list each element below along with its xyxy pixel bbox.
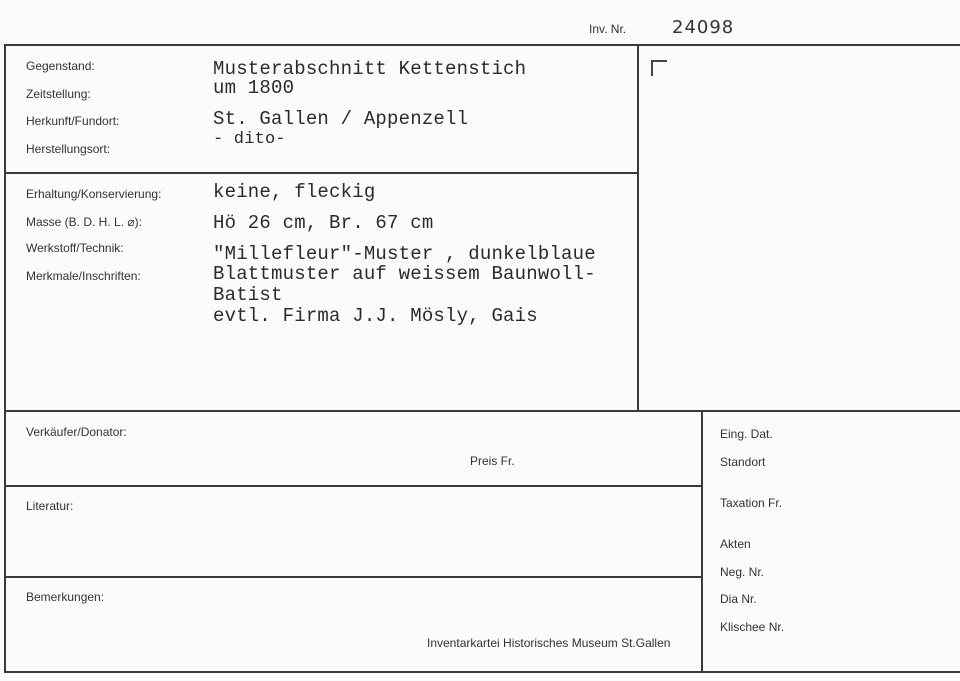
value-werkstoff-line-1: "Millefleur"-Muster , dunkelblaue — [213, 243, 596, 265]
label-klischee-nr: Klischee Nr. — [720, 620, 785, 634]
value-masse: Hö 26 cm, Br. 67 cm — [213, 212, 434, 234]
section-rule-1 — [4, 172, 639, 174]
inv-nr-label: Inv. Nr. — [589, 22, 627, 36]
label-eing-dat: Eing. Dat. — [720, 427, 773, 441]
label-werkstoff: Werkstoff/Technik: — [26, 241, 124, 255]
label-gegenstand: Gegenstand: — [26, 59, 95, 73]
label-standort: Standort — [720, 455, 766, 469]
value-erhaltung: keine, fleckig — [213, 181, 376, 203]
photo-corner-mark — [651, 60, 667, 76]
footer-institution: Inventarkartei Historisches Museum St.Gallen — [427, 636, 671, 650]
label-dia-nr: Dia Nr. — [720, 592, 757, 606]
value-gegenstand: Musterabschnitt Kettenstich — [213, 58, 527, 80]
value-werkstoff-line-3: Batist — [213, 284, 283, 306]
label-bemerkungen: Bemerkungen: — [26, 590, 105, 604]
right-column-divider — [701, 410, 703, 672]
bottom-rule — [4, 671, 960, 673]
label-herkunft: Herkunft/Fundort: — [26, 114, 120, 128]
label-zeitstellung: Zeitstellung: — [26, 87, 91, 101]
value-werkstoff-line-4: evtl. Firma J.J. Mösly, Gais — [213, 305, 538, 327]
value-herstellungsort: - dito- — [213, 130, 286, 149]
photo-area-divider — [637, 44, 639, 411]
label-akten: Akten — [720, 537, 751, 551]
label-erhaltung: Erhaltung/Konservierung: — [26, 187, 162, 201]
label-neg-nr: Neg. Nr. — [720, 565, 765, 579]
section-rule-2 — [4, 410, 960, 412]
section-rule-4 — [4, 576, 703, 578]
section-rule-3 — [4, 485, 703, 487]
label-merkmale: Merkmale/Inschriften: — [26, 269, 141, 283]
label-herstellungsort: Herstellungsort: — [26, 142, 111, 156]
value-zeitstellung: um 1800 — [213, 77, 295, 99]
value-werkstoff-line-2: Blattmuster auf weissem Baunwoll- — [213, 263, 596, 285]
header-rule — [4, 44, 960, 46]
inv-nr-value: 24098 — [672, 17, 735, 38]
label-masse: Masse (B. D. H. L. ⌀): — [26, 215, 142, 229]
value-herkunft: St. Gallen / Appenzell — [213, 108, 469, 130]
label-literatur: Literatur: — [26, 499, 74, 513]
label-taxation: Taxation Fr. — [720, 496, 783, 510]
label-preis: Preis Fr. — [470, 454, 515, 468]
label-verkaeufer: Verkäufer/Donator: — [26, 425, 127, 439]
